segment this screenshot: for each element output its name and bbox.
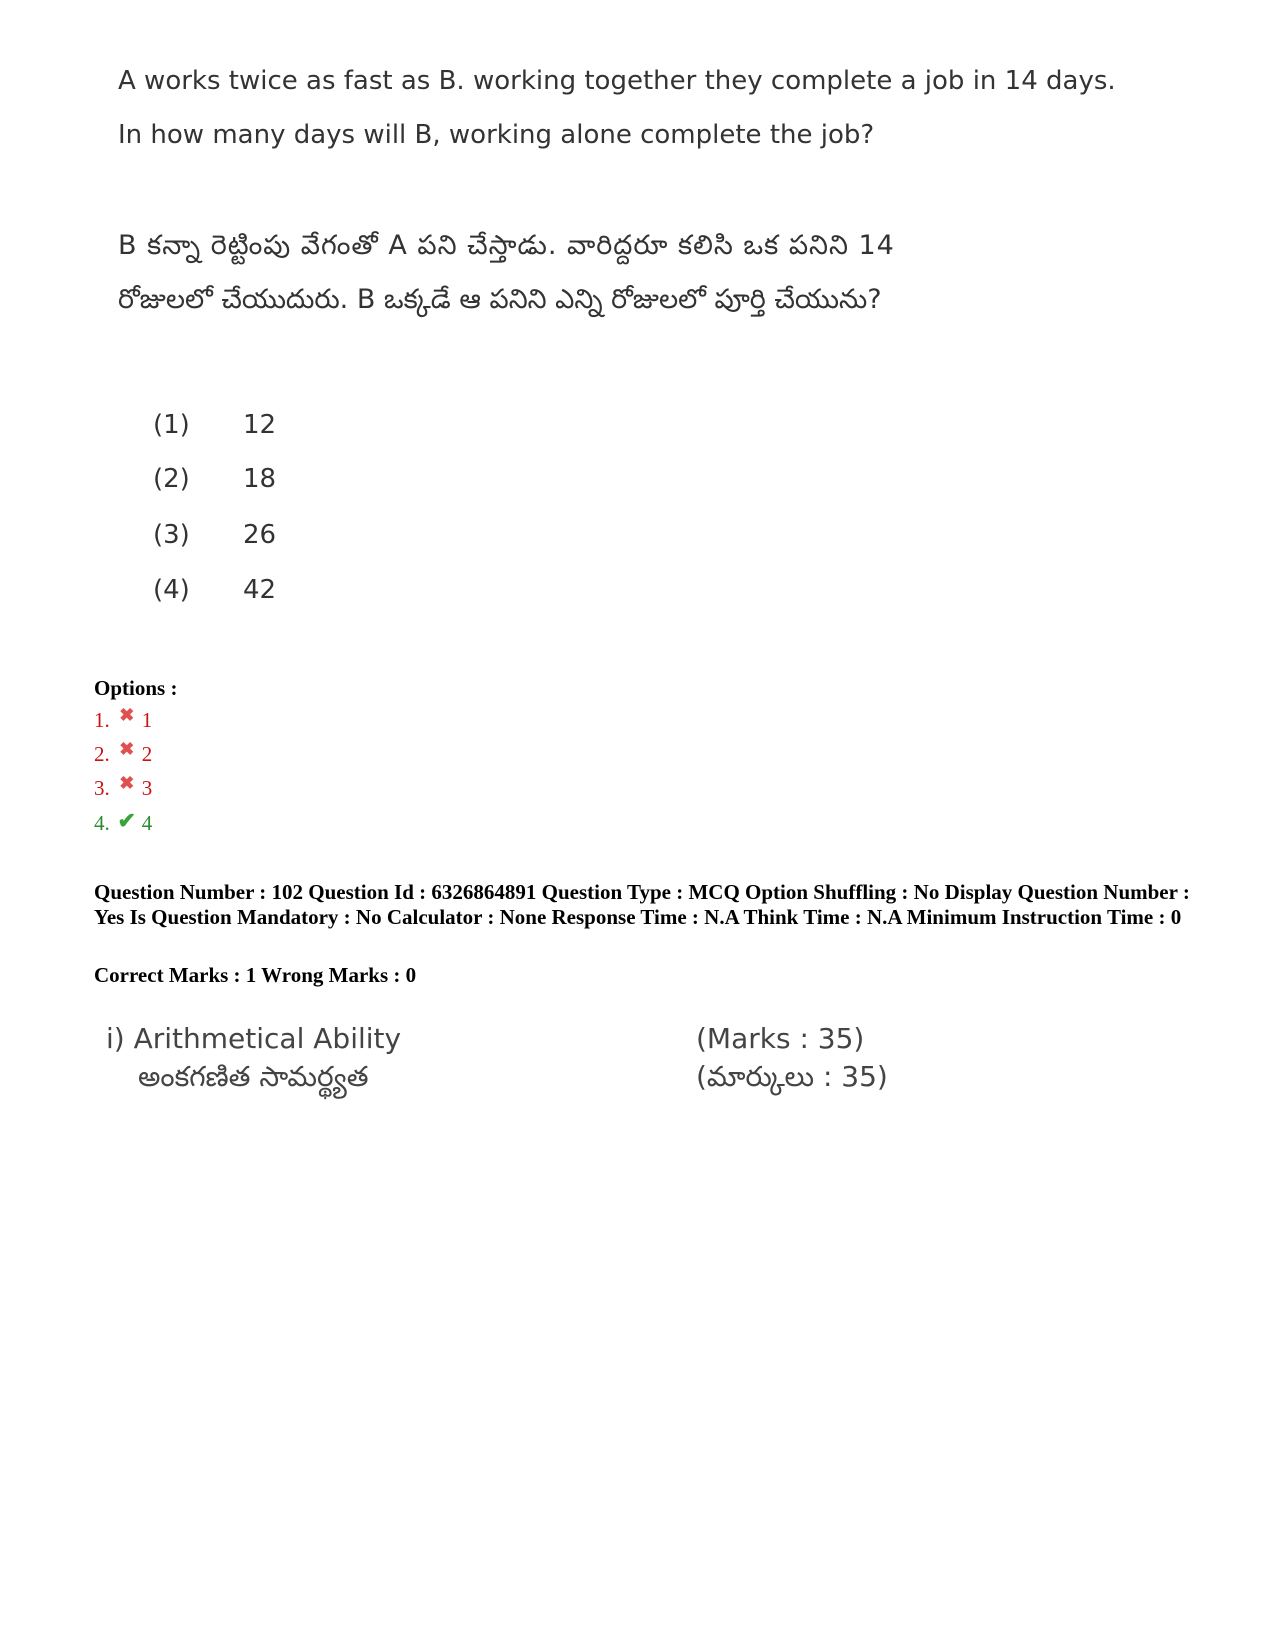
choice-4 bbox=[153, 575, 276, 605]
question-text-english-line-2: In how many days will B, working alone complete the job? bbox=[118, 120, 875, 150]
choice-3 bbox=[153, 520, 276, 550]
check-icon: ✔ bbox=[117, 808, 136, 833]
option-1 bbox=[94, 705, 153, 733]
cross-icon: ✖ bbox=[119, 705, 135, 725]
marks-info: Correct Marks : 1 Wrong Marks : 0 bbox=[94, 963, 417, 987]
option-index: 1. bbox=[94, 708, 110, 732]
option-index: 4. bbox=[94, 811, 110, 835]
option-4 bbox=[94, 810, 152, 836]
option-index: 3. bbox=[94, 776, 110, 800]
choice-label: (3) bbox=[153, 520, 190, 550]
section-marks-english: (Marks : 35) bbox=[696, 1022, 865, 1055]
question-metadata: Question Number : 102 Question Id : 6326864891 Question Type : MCQ Option Shuffling : No Display Question Number : Yes Is Question Mandatory : No Calculator : None Response Time : N.A Think Time : N.A Minimum Instruction Time : 0 bbox=[94, 880, 1190, 929]
option-index: 2. bbox=[94, 742, 110, 766]
choice-label: (4) bbox=[153, 575, 190, 605]
option-value: 3 bbox=[141, 776, 153, 800]
option-2 bbox=[94, 739, 153, 767]
section-title-english: i) Arithmetical Ability bbox=[106, 1022, 402, 1055]
option-3 bbox=[94, 773, 153, 801]
question-text-telugu-line-2: రోజులలో చేయుదురు. B ఒక్కడే ఆ పనిని ఎన్ని రోజులలో పూర్తి చేయును? bbox=[118, 284, 882, 315]
option-value: 1 bbox=[141, 708, 153, 732]
option-value: 4 bbox=[141, 811, 153, 835]
question-text-english-line-1: A works twice as fast as B. working together they complete a job in 14 days. bbox=[118, 66, 1116, 96]
choice-value: 42 bbox=[243, 575, 277, 605]
choice-label: (2) bbox=[153, 464, 190, 494]
choice-1 bbox=[153, 410, 276, 440]
choice-value: 26 bbox=[243, 520, 277, 550]
choice-value: 12 bbox=[243, 410, 277, 440]
section-title-telugu: అంకగణిత సామర్థ్యత bbox=[138, 1060, 369, 1093]
choice-value: 18 bbox=[243, 464, 277, 494]
cross-icon: ✖ bbox=[119, 739, 135, 759]
options-title: Options : bbox=[94, 676, 178, 700]
choice-label: (1) bbox=[153, 410, 190, 440]
section-marks-telugu: (మార్కులు : 35) bbox=[696, 1060, 888, 1093]
choice-2 bbox=[153, 464, 276, 494]
question-text-telugu-line-1: B కన్నా రెట్టింపు వేగంతో A పని చేస్తాడు. వారిద్దరూ కలిసి ఒక పనిని 14 bbox=[118, 230, 895, 261]
option-value: 2 bbox=[141, 742, 153, 766]
cross-icon: ✖ bbox=[119, 773, 135, 793]
